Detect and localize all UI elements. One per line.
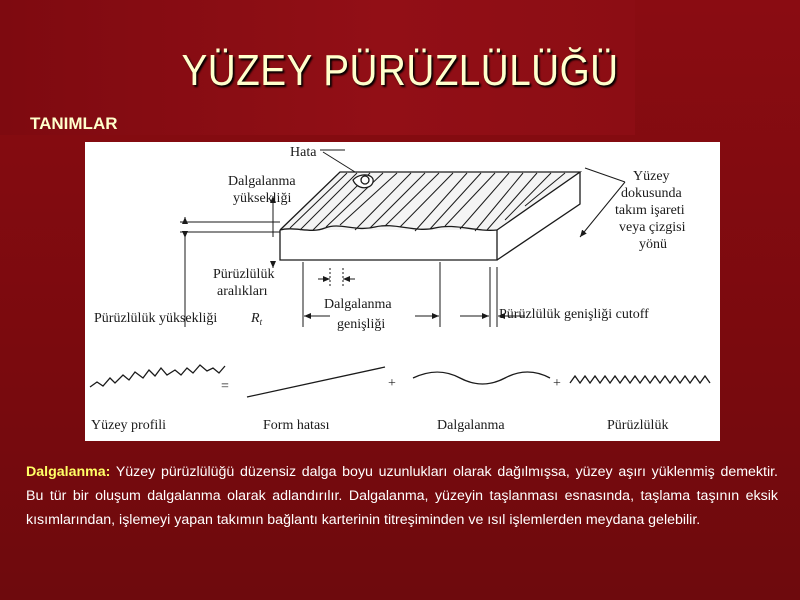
label-dalgalanma-genisligi-1: Dalgalanma [324, 297, 392, 312]
plus-sign-1: + [388, 376, 396, 391]
label-puruzluluk-yuksekligi: Pürüzlülük yüksekliği [94, 311, 218, 326]
label-yuzey-dokusu-5: yönü [639, 237, 667, 252]
definition-text: Yüzey pürüzlülüğü düzensiz dalga boyu uzunlukları olarak dağılmışsa, yüzey aşırı yüklenmiş demektir. Bu tür bir oluşum dalgalanma olarak adlandırılır. Dalgalanma, yüzeyin taşlanması esnasında, taşlama taşının eksik kısımlarından, işlemeyi yapan takımın bağlantı karterinin titreşiminden ve ısıl işlemlerden meydana gelebilir. [26, 464, 778, 528]
label-cutoff: Pürüzlülük genişliği cutoff [499, 307, 649, 322]
label-yuzey-dokusu-2: dokusunda [621, 186, 682, 201]
specimen-block [280, 172, 580, 260]
label-yuzey-dokusu-1: Yüzey [633, 169, 670, 184]
label-dalgalanma-yuksekligi-1: Dalgalanma [228, 174, 296, 189]
label-hata: Hata [290, 145, 317, 160]
label-rt: $R_t$ [251, 311, 263, 327]
label-yuzey-profili: Yüzey profili [91, 418, 167, 433]
label-yuzey-dokusu-4: veya çizgisi [619, 220, 686, 235]
equals-sign: = [221, 379, 229, 394]
surface-roughness-diagram [85, 142, 720, 441]
label-puruzluluk-araliklari-2: aralıkları [217, 284, 268, 299]
label-dalgalanma: Dalgalanma [437, 418, 505, 433]
label-yuzey-dokusu-3: takım işareti [615, 203, 685, 218]
profile-decomposition [90, 365, 710, 397]
label-dalgalanma-genisligi-2: genişliği [337, 317, 386, 332]
plus-sign-2: + [553, 376, 561, 391]
label-puruzluluk: Pürüzlülük [607, 418, 669, 433]
definition-term: Dalgalanma: [26, 464, 111, 480]
definition-paragraph [26, 460, 778, 532]
slide-title: YÜZEY PÜRÜZLÜLÜĞÜ [181, 46, 619, 95]
label-dalgalanma-yuksekligi-2: yüksekliği [233, 191, 292, 206]
label-puruzluluk-araliklari-1: Pürüzlülük [213, 267, 275, 282]
label-form-hatasi: Form hatası [263, 418, 330, 433]
section-label: TANIMLAR [30, 114, 118, 133]
